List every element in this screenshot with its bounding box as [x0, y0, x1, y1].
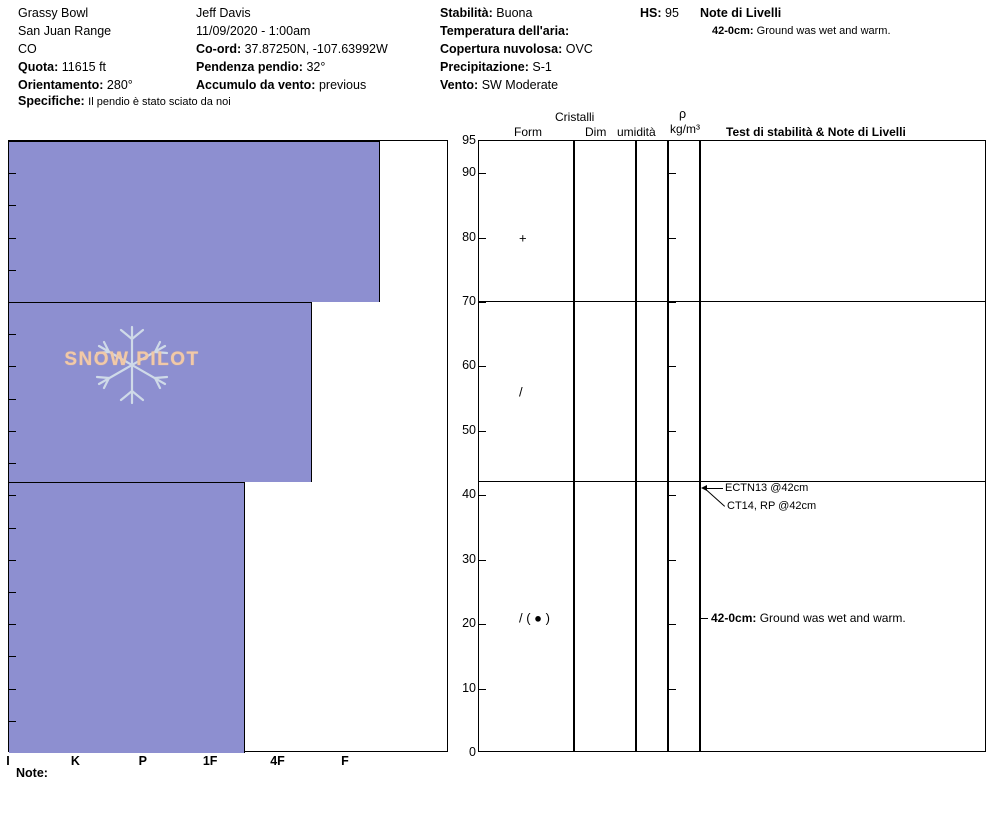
layer-boundary-line: [669, 481, 699, 482]
panel-tick: [669, 560, 676, 561]
precipitation-label: Precipitazione:: [440, 60, 529, 74]
depth-tick-label: 20: [462, 616, 476, 631]
test-pointer-line: [704, 488, 725, 507]
observer-name: Jeff Davis: [196, 6, 251, 20]
panel-stability-tests: [700, 140, 986, 752]
panel-tick: [479, 495, 486, 496]
layer-notes-entry: [700, 22, 990, 40]
depth-tick-label: 10: [462, 680, 476, 695]
column-header-cristalli: Cristalli: [555, 110, 595, 124]
depth-tick-label: 30: [462, 551, 476, 566]
hs-label: HS:: [640, 6, 662, 20]
aspect-label: Orientamento:: [18, 78, 104, 92]
sky-cover-row: [440, 40, 640, 58]
header-column-hs: [640, 4, 700, 22]
coordinates-label: Co-ord:: [196, 42, 242, 56]
stability-test-label: CT14, RP @42cm: [727, 500, 817, 513]
hs-row: [640, 4, 700, 22]
graph-tick: [9, 205, 16, 206]
location-name: Grassy Bowl: [18, 6, 89, 20]
grain-form-symbol: /: [519, 384, 523, 400]
slope-angle-label: Pendenza pendio:: [196, 60, 303, 74]
air-temp-label: Temperatura dell'aria:: [440, 24, 570, 38]
panel-density: [668, 140, 700, 752]
layer-notes-title: Note di Livelli: [700, 6, 782, 20]
panel-tick: [669, 302, 676, 303]
panel-grain-size: [574, 140, 636, 752]
graph-tick: [9, 238, 16, 239]
wind-loading-row: [196, 76, 436, 94]
stability-label: Stabilità:: [440, 6, 493, 20]
mountain-range: San Juan Range: [18, 24, 112, 38]
hardness-graph: [8, 140, 448, 752]
panel-tick: [479, 366, 486, 367]
hardness-label: F: [341, 754, 349, 768]
slope-angle-row: [196, 58, 436, 76]
observation-datetime: 11/09/2020 - 1:00am: [196, 24, 311, 38]
wind-loading-label: Accumulo da vento:: [196, 78, 316, 92]
graph-tick: [9, 463, 16, 464]
layer-note-text: Ground was wet and warm.: [756, 25, 891, 37]
depth-tick-label: 80: [462, 229, 476, 244]
panel-tick: [479, 302, 486, 303]
wind-label: Vento:: [440, 78, 479, 92]
panel-tick: [479, 560, 486, 561]
header-column-layer-notes: [700, 4, 990, 40]
graph-tick: [9, 302, 16, 303]
air-temp-row: [440, 22, 640, 40]
graph-tick: [9, 431, 16, 432]
layer-boundary-line: [637, 481, 667, 482]
graph-tick: [9, 495, 16, 496]
depth-tick-label: 70: [462, 294, 476, 309]
layer-boundary-line: [575, 481, 635, 482]
hardness-bar: [9, 141, 380, 302]
panel-tick: [669, 366, 676, 367]
test-pointer-line: [705, 488, 723, 489]
elevation-label: Quota:: [18, 60, 59, 74]
sky-cover-value: OVC: [565, 42, 593, 56]
panel-tick: [669, 624, 676, 625]
layer-boundary-line: [575, 301, 635, 302]
layer-note-row: 42-0cm: Ground was wet and warm.: [711, 610, 906, 625]
layer-boundary-line: [637, 301, 667, 302]
sky-cover-label: Copertura nuvolosa:: [440, 42, 563, 56]
hardness-bar: [9, 482, 245, 753]
elevation-row: [18, 58, 188, 76]
panel-tick: [479, 431, 486, 432]
elevation-value: 11615 ft: [61, 60, 107, 74]
graph-tick: [9, 560, 16, 561]
depth-tick-label: 0: [469, 745, 476, 759]
column-header-humidity: umidità: [617, 125, 656, 139]
hardness-label: 1F: [202, 754, 218, 768]
wind-value: SW Moderate: [481, 78, 559, 92]
panel-grain-form: [478, 140, 574, 752]
state: CO: [18, 42, 37, 56]
coordinates-row: [196, 40, 436, 58]
panel-humidity: [636, 140, 668, 752]
depth-tick-label: 60: [462, 358, 476, 373]
depth-tick-label: 40: [462, 487, 476, 502]
column-header-dim: Dim: [585, 125, 607, 139]
slope-angle-value: 32°: [306, 60, 326, 74]
stability-row: [440, 4, 640, 22]
specifics-label: Specifiche:: [18, 94, 85, 108]
graph-tick: [9, 366, 16, 367]
grain-form-symbol: / ( ● ): [519, 610, 550, 626]
panel-tick: [669, 431, 676, 432]
hs-value: 95: [665, 6, 679, 20]
hardness-label: 4F: [270, 754, 285, 768]
aspect-value: 280°: [106, 78, 133, 92]
layer-boundary-line: [479, 301, 573, 302]
panel-tick: [701, 618, 708, 619]
column-header-density-unit: kg/m³: [670, 122, 700, 136]
coordinates-value: 37.87250N, -107.63992W: [244, 42, 388, 56]
depth-tick-label: 50: [462, 422, 476, 437]
watermark-text: SNOW PILOT: [64, 349, 200, 370]
graph-tick: [9, 592, 16, 593]
column-header-density-symbol: ρ: [679, 107, 687, 121]
header-column-location: [18, 4, 188, 94]
graph-tick: [9, 528, 16, 529]
hardness-label: P: [138, 754, 147, 768]
specifics-value: Il pendio è stato sciato da noi: [88, 96, 231, 108]
graph-tick: [9, 399, 16, 400]
precipitation-value: S-1: [532, 60, 552, 74]
hardness-label: K: [70, 754, 80, 768]
layer-note-depth: 42-0cm:: [712, 25, 754, 37]
panel-tick: [479, 624, 486, 625]
graph-tick: [9, 721, 16, 722]
hardness-scale-labels: [8, 754, 448, 772]
graph-tick: [9, 270, 16, 271]
layer-boundary-line: [701, 301, 985, 302]
grain-form-symbol: +: [519, 230, 527, 246]
header-column-observer: [196, 4, 436, 94]
panel-tick: [669, 238, 676, 239]
graph-tick: [9, 689, 16, 690]
wind-row: [440, 76, 640, 94]
stability-test-label: ECTN13 @42cm: [725, 482, 809, 495]
graph-tick: [9, 173, 16, 174]
depth-tick-label: 95: [462, 133, 476, 147]
column-header-stability-tests: Test di stabilità & Note di Livelli: [726, 125, 906, 139]
graph-tick: [9, 656, 16, 657]
panel-tick: [669, 173, 676, 174]
aspect-row: [18, 76, 188, 94]
layer-boundary-line: [479, 481, 573, 482]
depth-axis: [448, 133, 478, 759]
wind-loading-value: previous: [318, 78, 367, 92]
panel-tick: [669, 495, 676, 496]
graph-tick: [9, 334, 16, 335]
profile-header: [0, 0, 994, 118]
graph-tick: [9, 624, 16, 625]
specifics-row: [18, 94, 231, 108]
precipitation-row: [440, 58, 640, 76]
bottom-note-label: Note:: [16, 766, 48, 780]
panel-tick: [479, 173, 486, 174]
stability-value: Buona: [496, 6, 533, 20]
hardness-label: I: [6, 754, 10, 768]
panel-tick: [479, 238, 486, 239]
column-header-form: Form: [514, 125, 542, 139]
header-column-conditions: [440, 4, 640, 94]
depth-tick-label: 90: [462, 165, 476, 180]
snowpilot-watermark: [47, 319, 217, 409]
panel-tick: [669, 689, 676, 690]
panel-tick: [479, 689, 486, 690]
profile-panels: [478, 140, 986, 752]
